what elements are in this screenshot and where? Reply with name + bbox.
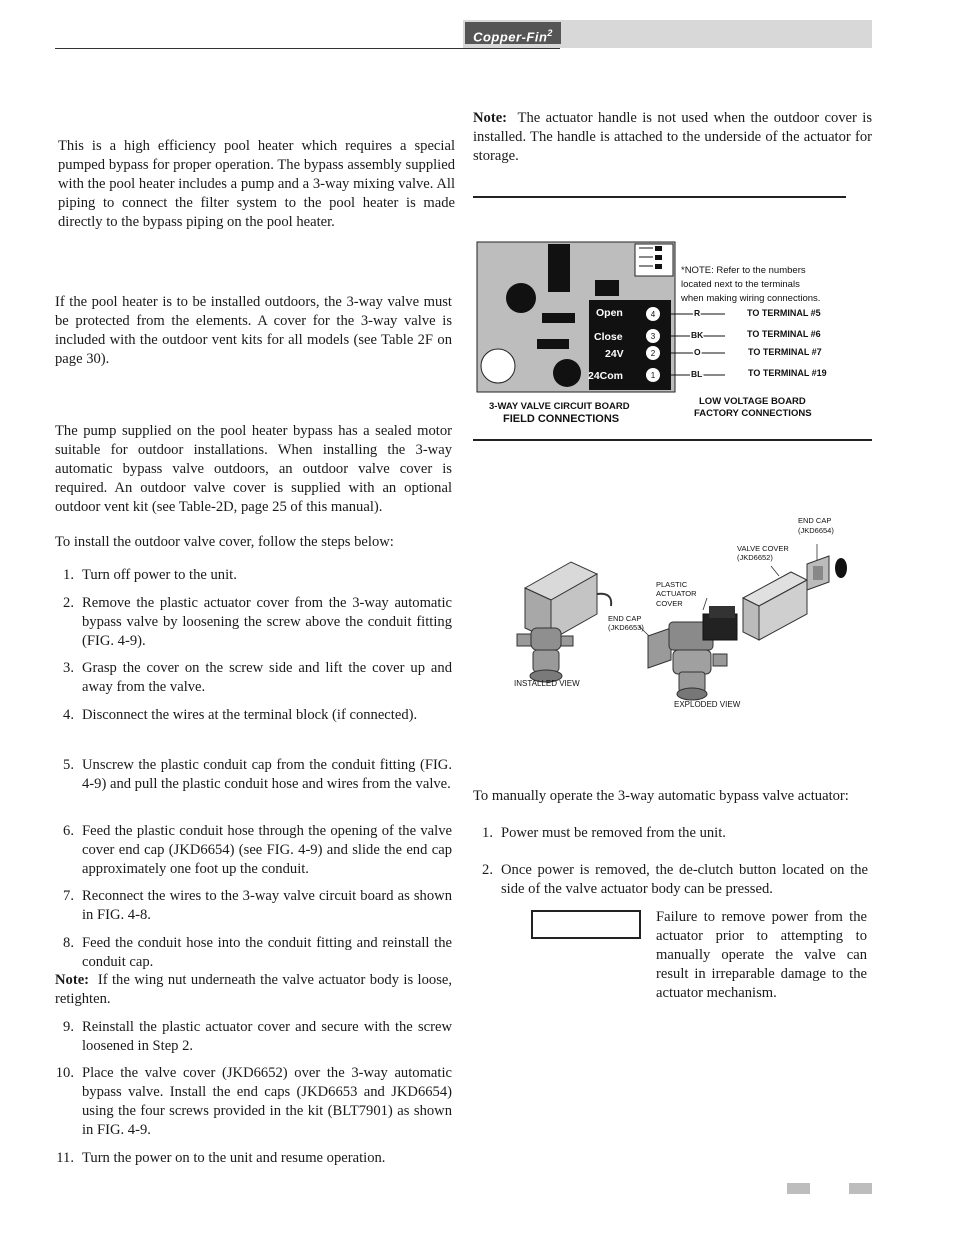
step-text: Feed the conduit hose into the conduit fitting and reinstall the conduit cap. <box>82 935 452 970</box>
caption-field: FIELD CONNECTIONS <box>503 413 620 425</box>
step-text: Remove the plastic actuator cover from the 3-way automatic bypass valve by loosening the screw above the conduit fitting (FIG. 4-9). <box>82 595 452 649</box>
label-close: Close <box>594 331 623 343</box>
label-end-cap-2-pn: (JKD6653) <box>608 623 644 632</box>
step-text: Disconnect the wires at the terminal block (if connected). <box>82 707 418 723</box>
wire-o: O <box>694 347 701 357</box>
terminal-2: 2 <box>650 349 656 358</box>
wiring-note-1: *NOTE: Refer to the numbers <box>681 265 806 276</box>
step-number: 11. <box>56 1150 74 1166</box>
caption-factory: FACTORY CONNECTIONS <box>694 408 812 419</box>
target-7: TO TERMINAL #7 <box>748 347 822 357</box>
label-end-cap-1: END CAP <box>798 516 832 525</box>
label-exploded-view: EXPLODED VIEW <box>674 700 741 709</box>
actuator-handle-note: Note: The actuator handle is not used when the outdoor cover is installed. The handle is attached to the underside of the actuator for storage. <box>473 110 872 164</box>
outdoor-paragraph: If the pool heater is to be installed outdoors, the 3-way valve must be protected from the elements. A cover for the 3-way valve is included with the outdoor vent kits for all models (see Table 2F on page 30). <box>55 294 452 367</box>
brand-logo: Copper-Fin$^2$ <box>465 22 561 44</box>
step-text: Power must be removed from the unit. <box>501 825 726 841</box>
manual-intro: To manually operate the 3-way automatic bypass valve actuator: <box>473 788 849 804</box>
page-marker-right <box>849 1183 872 1194</box>
label-plastic: PLASTIC <box>656 580 688 589</box>
label-end-cap-2: END CAP <box>608 614 642 623</box>
label-cover: COVER <box>656 599 683 608</box>
step-number: 2. <box>482 862 493 878</box>
target-6: TO TERMINAL #6 <box>747 329 821 339</box>
step-number: 1. <box>482 825 493 841</box>
wire-r: R <box>694 308 701 318</box>
label-24v: 24V <box>605 348 624 360</box>
exploded-valve-drawing <box>669 606 737 700</box>
label-valve-cover-pn: (JKD6652) <box>737 553 773 562</box>
step-number: 4. <box>63 707 74 723</box>
figure-mid-rule <box>473 439 872 441</box>
label-actuator: ACTUATOR <box>656 589 697 598</box>
step-number: 2. <box>63 595 74 611</box>
step-text: Reinstall the plastic actuator cover and secure with the screw loosened in Step 2. <box>82 1019 452 1054</box>
caption-low-voltage: LOW VOLTAGE BOARD <box>699 396 806 407</box>
step-number: 1. <box>63 567 74 583</box>
step-text: Feed the plastic conduit hose through the opening of the valve cover end cap (JKD6654) (see FIG. 4-9) and slide the end cap approximately one foot up the conduit. <box>82 823 452 877</box>
label-valve-cover: VALVE COVER <box>737 544 789 553</box>
step-text: Grasp the cover on the screw side and lift the cover up and away from the valve. <box>82 660 452 695</box>
intro-paragraph: This is a high efficiency pool heater which requires a special pumped bypass for proper operation. The bypass assembly supplied with the pool heater includes a pump and a 3-way mixing valve. All piping to connect the filter system to the pool heater is made directly to the bypass piping on the pool heater. <box>58 138 455 230</box>
label-installed-view: INSTALLED VIEW <box>514 679 580 688</box>
wire-bl: BL <box>691 369 703 379</box>
step-text: Turn the power on to the unit and resume operation. <box>82 1150 386 1166</box>
step-number: 8. <box>63 935 74 951</box>
pump-paragraph: The pump supplied on the pool heater bypass has a sealed motor suitable for outdoor installations. When installing the 3-way automatic bypass valve outdoors, an outdoor valve cover is required. An outdoor valve cover is supplied with an optional outdoor vent kit (see Table-2D, page 25 of this manual). <box>55 423 452 515</box>
caution-label-box <box>531 910 641 939</box>
label-open: Open <box>596 307 623 319</box>
step-number: 5. <box>63 757 74 773</box>
step-text: Place the valve cover (JKD6652) over the 3-way automatic bypass valve. Install the end caps (JKD6653 and JKD6654) using the four screws provided in the kit (BLT7901) as shown in FIG. 4-9. <box>82 1065 452 1138</box>
installed-view-drawing <box>517 562 611 682</box>
terminal-1: 1 <box>650 371 656 380</box>
header-rule <box>55 48 560 49</box>
label-end-cap-1-pn: (JKD6654) <box>798 526 834 535</box>
step-text: Turn off power to the unit. <box>82 567 237 583</box>
wiring-diagram <box>473 236 873 436</box>
wiring-note-2: located next to the terminals <box>681 279 800 290</box>
step-number: 6. <box>63 823 74 839</box>
install-intro: To install the outdoor valve cover, follow the steps below: <box>55 534 394 550</box>
step-number: 7. <box>63 888 74 904</box>
terminal-3: 3 <box>650 332 656 341</box>
step-number: 3. <box>63 660 74 676</box>
terminal-4: 4 <box>650 310 656 319</box>
target-5: TO TERMINAL #5 <box>747 308 821 318</box>
step-text: Reconnect the wires to the 3-way valve circuit board as shown in FIG. 4-8. <box>82 888 452 923</box>
step-number: 9. <box>63 1019 74 1035</box>
valve-cover-drawing <box>743 572 807 640</box>
label-24com: 24Com <box>588 370 624 382</box>
caution-text: Failure to remove power from the actuator prior to attempting to manually operate the valve can result in irreparable damage to the actuator mechanism. <box>656 909 867 1001</box>
wiring-note-3: when making wiring connections. <box>681 293 821 304</box>
step-text: Once power is removed, the de-clutch button located on the side of the valve actuator body can be pressed. <box>501 862 868 897</box>
wing-nut-note: Note: If the wing nut underneath the valve actuator body is loose, retighten. <box>55 972 452 1007</box>
figure-top-rule <box>473 196 846 198</box>
target-19: TO TERMINAL #19 <box>748 368 827 378</box>
wire-bk: BK <box>691 330 704 340</box>
page-marker-left <box>787 1183 810 1194</box>
valve-cover-diagram <box>473 510 873 715</box>
step-text: Unscrew the plastic conduit cap from the conduit fitting (FIG. 4-9) and pull the plastic conduit hose and wires from the valve. <box>82 757 452 792</box>
step-number: 10. <box>55 1065 74 1081</box>
caption-board: 3-WAY VALVE CIRCUIT BOARD <box>489 401 630 412</box>
